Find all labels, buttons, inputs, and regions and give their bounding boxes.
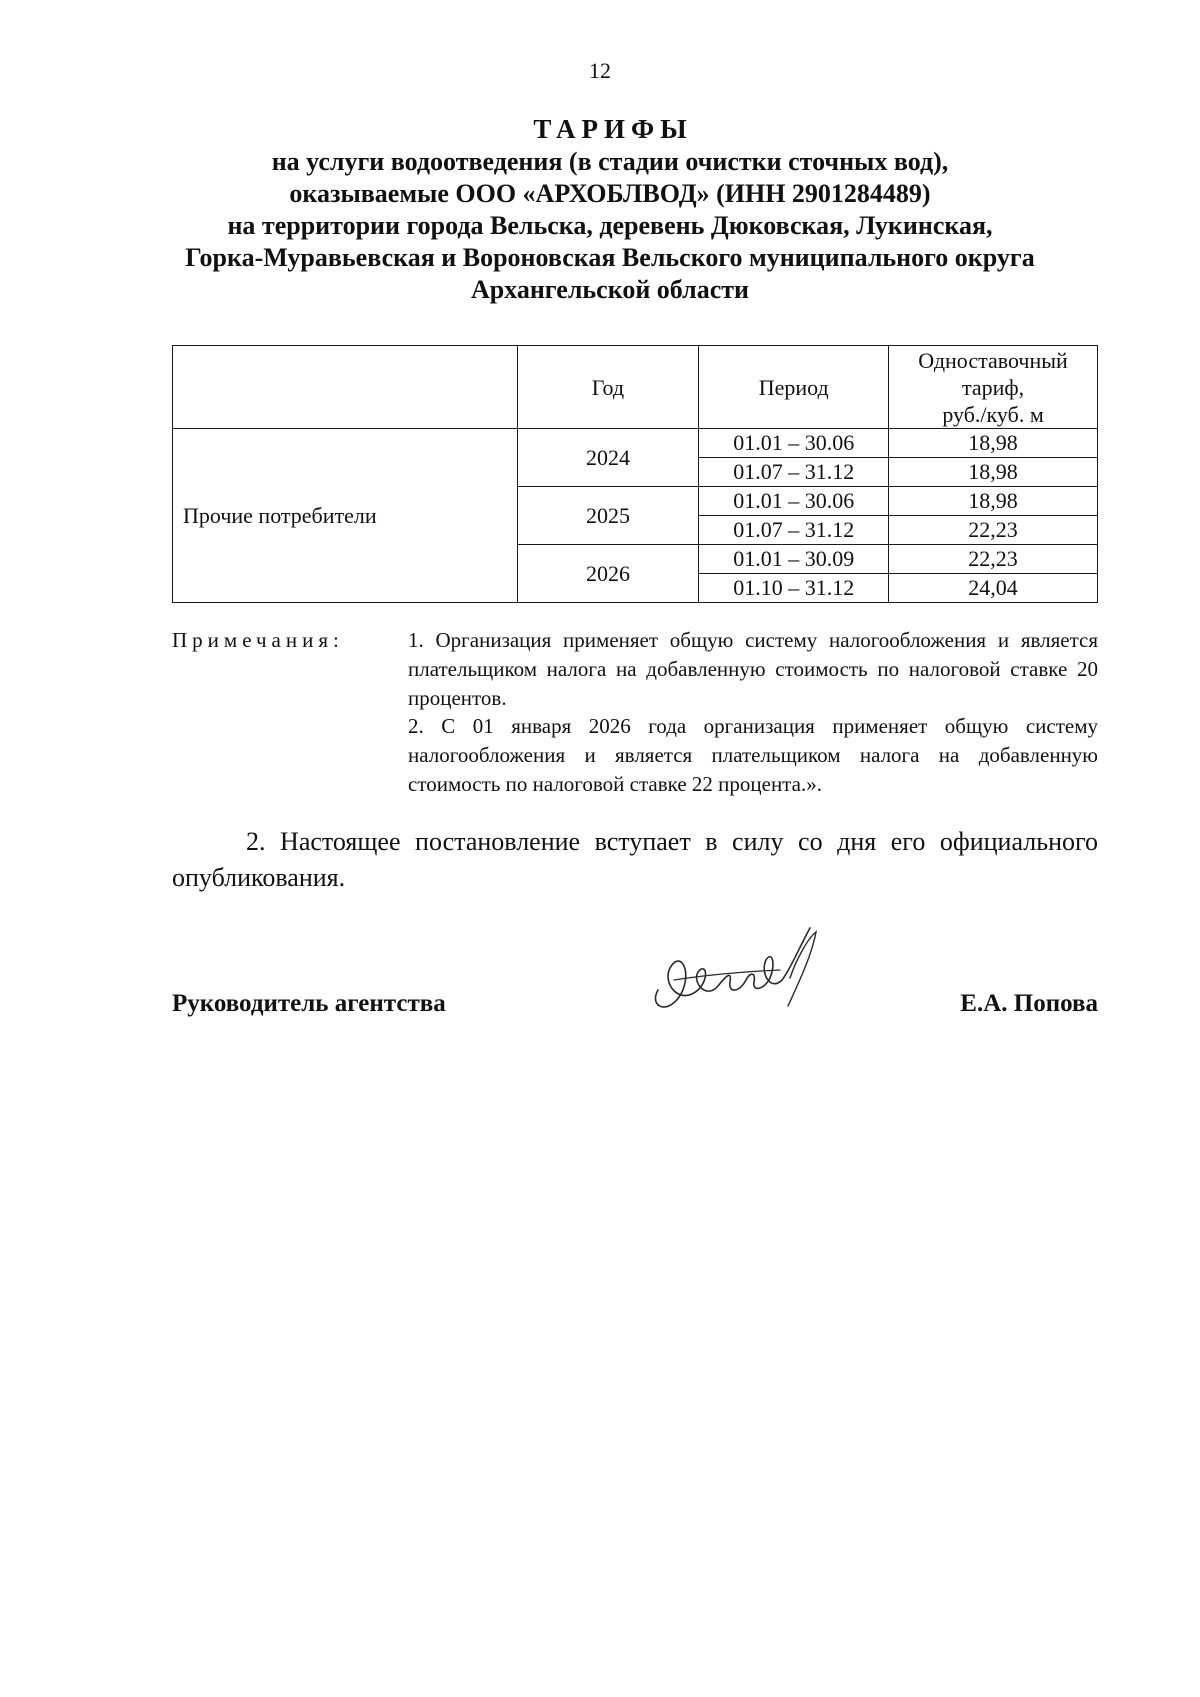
year-cell: 2026: [517, 545, 699, 603]
tariff-table: [172, 345, 1098, 603]
year-cell: 2025: [517, 487, 699, 545]
title-block: [150, 112, 1070, 306]
signer-position: Руководитель агентства: [172, 990, 446, 1017]
period-cell: 01.07 – 31.12: [699, 458, 889, 487]
table-header-row: [173, 346, 1098, 429]
header-year: Год: [517, 346, 699, 429]
note-item: 2. С 01 января 2026 года организация применяет общую систему налогообложения и является плательщиком налога на добавленную стоимость по налоговой ставке 22 процента.».: [408, 714, 1098, 796]
subtitle-line: Горка-Муравьевская и Вороновская Вельского муниципального округа: [185, 243, 1035, 272]
subtitle-line: на услуги водоотведения (в стадии очистки сточных вод),: [271, 147, 949, 176]
tariff-cell: 24,04: [889, 574, 1098, 603]
period-cell: 01.01 – 30.06: [699, 429, 889, 458]
tariff-cell: 18,98: [889, 487, 1098, 516]
header-period: Период: [699, 346, 889, 429]
consumer-cell: Прочие потребители: [173, 429, 518, 603]
note-item: 1. Организация применяет общую систему налогообложения и является плательщиком налога на добавленную стоимость по налоговой ставке 20 процентов.: [408, 628, 1098, 710]
subtitle-line: Архангельской области: [470, 275, 750, 304]
table-row: [173, 429, 1098, 458]
header-tariff-line: руб./куб. м: [942, 401, 1044, 427]
tariff-cell: 18,98: [889, 429, 1098, 458]
effective-date-paragraph: 2. Настоящее постановление вступает в силу со дня его официального опубликования.: [172, 827, 1098, 892]
document-title: ТАРИФЫ: [533, 114, 693, 144]
signer-name: Е.А. Попова: [960, 990, 1098, 1017]
header-consumer: [173, 346, 518, 429]
subtitle-line: оказываемые ООО «АРХОБЛВОД» (ИНН 2901284489): [289, 179, 931, 208]
period-cell: 01.01 – 30.06: [699, 487, 889, 516]
period-cell: 01.10 – 31.12: [699, 574, 889, 603]
tariff-cell: 22,23: [889, 545, 1098, 574]
tariff-cell: 18,98: [889, 458, 1098, 487]
header-tariff-line: Одноставочный: [918, 347, 1068, 373]
notes-label: Примечания:: [172, 628, 344, 652]
header-tariff: [889, 346, 1098, 429]
subtitle-line: на территории города Вельска, деревень Дюковская, Лукинская,: [227, 211, 993, 240]
tariff-cell: 22,23: [889, 516, 1098, 545]
header-tariff-line: тариф,: [961, 374, 1025, 400]
year-cell: 2024: [517, 429, 699, 487]
period-cell: 01.07 – 31.12: [699, 516, 889, 545]
period-cell: 01.01 – 30.09: [699, 545, 889, 574]
page-number: 12: [589, 58, 611, 83]
handwritten-signature: [640, 920, 830, 1030]
